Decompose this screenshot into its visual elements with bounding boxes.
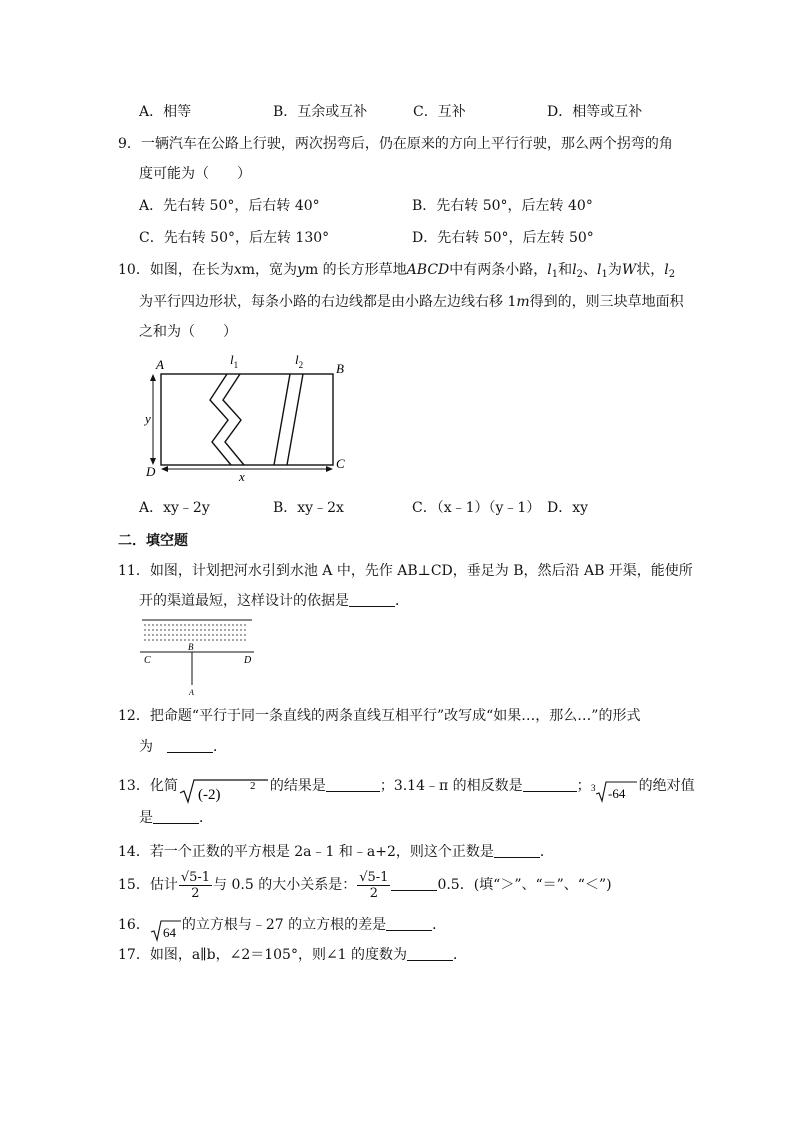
q11-label-c: C bbox=[144, 655, 151, 666]
q17-text: 17．如图，a∥b，∠2＝105°，则∠1 的度数为 bbox=[118, 947, 408, 963]
q15-text-3: 0.5．(填“＞”、“＝”、“＜”) bbox=[437, 877, 612, 893]
q10-l2-b-sub: 2 bbox=[668, 269, 676, 280]
q10-w: W bbox=[621, 262, 637, 278]
q8-option-a: A．相等 bbox=[139, 104, 192, 120]
q16-rad: 64 bbox=[162, 925, 176, 940]
q9-stem-line2: 度可能为（ ） bbox=[139, 166, 251, 182]
q13-stem-line1 bbox=[118, 773, 695, 806]
q15-fraction-2 bbox=[357, 870, 390, 901]
q11-label-d: D bbox=[244, 655, 252, 666]
q9-option-c: C．先右转 50°，后左转 130° bbox=[139, 230, 330, 246]
q10-rectangle bbox=[161, 374, 333, 465]
q10-text-4: 中有两条小路， bbox=[449, 262, 548, 278]
q13-text-5: 的绝对值 bbox=[638, 778, 695, 794]
q10-text-3: m 的长方形草地 bbox=[304, 262, 407, 278]
q14-text: 14．若一个正数的平方根是 2a﹣1 和﹣a+2，则这个正数是 bbox=[118, 844, 494, 860]
q10-var-x: x bbox=[233, 262, 242, 278]
q11-answer-blank bbox=[349, 592, 395, 607]
q10-l2-b: l bbox=[664, 262, 669, 278]
q13-blank-3 bbox=[153, 809, 199, 824]
q13-text-1: 13．化简 bbox=[118, 778, 178, 794]
q13-rad2: -64 bbox=[607, 786, 625, 801]
q10-l2-a: l bbox=[572, 262, 577, 278]
q16-number: 16． bbox=[118, 917, 150, 933]
q13-stem-line2 bbox=[139, 808, 213, 828]
q10-label-l2 bbox=[295, 352, 303, 370]
q10-text-1: 10．如图，在长为 bbox=[118, 262, 234, 278]
q10-figure bbox=[140, 350, 360, 488]
q13-sqrt-expression bbox=[178, 778, 270, 806]
q13-text-2: 的结果是 bbox=[269, 778, 326, 794]
q10-y-arrow-top-head bbox=[150, 374, 156, 381]
q16-text: 的立方根与﹣27 的立方根的差是 bbox=[181, 917, 387, 933]
q13-blank-1 bbox=[326, 777, 380, 792]
q10-x-arrow-right-head bbox=[326, 466, 333, 472]
q17-stem bbox=[118, 945, 467, 965]
q15-text-2: 与 0.5 的大小关系是： bbox=[213, 877, 357, 893]
q10-path-l2-right bbox=[287, 374, 303, 465]
q10-line2b-text: 得到的，则三块草地面积 bbox=[529, 294, 684, 310]
q10-label-y: y bbox=[145, 411, 151, 426]
q10-label-c: C bbox=[336, 456, 345, 471]
q11-label-b: B bbox=[188, 642, 194, 652]
q12-answer-blank bbox=[167, 738, 213, 753]
q12-line2-text: 为 bbox=[139, 739, 153, 755]
q10-label-l1-letter: l bbox=[230, 352, 234, 367]
q15-frac2-num: √5-1 bbox=[359, 869, 389, 885]
q11-stem-line2 bbox=[139, 591, 409, 611]
q9-stem-line1: 9．一辆汽车在公路上行驶，两次拐弯后，仍在原来的方向上平行行驶，那么两个拐弯的角 bbox=[118, 136, 673, 152]
q10-stem-line1 bbox=[118, 260, 675, 285]
q9-option-a: A．先右转 50°，后右转 40° bbox=[139, 198, 320, 214]
section-heading-fill-blank: 二．填空题 bbox=[118, 533, 188, 549]
q10-l1-b: l bbox=[597, 262, 602, 278]
q13-text-4: ； bbox=[576, 778, 591, 794]
q15-answer-blank bbox=[391, 876, 437, 891]
q10-abcd: ABCD bbox=[406, 262, 450, 278]
q10-label-l2-sub: 2 bbox=[298, 360, 304, 370]
q10-unit-m: m bbox=[516, 294, 530, 310]
q16-answer-blank bbox=[386, 916, 432, 931]
q10-option-a: A．xy﹣2y bbox=[139, 500, 210, 516]
q10-text-6: 、 bbox=[583, 262, 597, 278]
q10-x-arrow-left-head bbox=[161, 466, 168, 472]
q13-exp: 2 bbox=[249, 780, 256, 792]
q15-frac2-den: 2 bbox=[369, 885, 378, 901]
q10-var-y: y bbox=[297, 262, 305, 278]
q10-stem-line3: 之和为（ ） bbox=[139, 324, 237, 340]
q15-frac1-den: 2 bbox=[191, 885, 200, 901]
q10-label-l1 bbox=[230, 352, 238, 370]
q8-option-d: D．相等或互补 bbox=[547, 104, 643, 120]
q10-l1-a-sub: 1 bbox=[551, 269, 559, 280]
q13-cube-root-expression bbox=[591, 779, 639, 805]
q10-text-7: 为 bbox=[607, 262, 622, 278]
q13-text-3: ；3.14﹣π 的相反数是 bbox=[379, 778, 523, 794]
q10-option-d: D．xy bbox=[547, 500, 589, 516]
q14-end: ． bbox=[539, 844, 554, 860]
q17-answer-blank bbox=[407, 946, 453, 961]
q10-stem-line2 bbox=[139, 292, 684, 312]
q14-stem bbox=[118, 842, 554, 862]
q13-root-index: 3 bbox=[590, 783, 596, 793]
q17-end: ． bbox=[453, 947, 468, 963]
q14-answer-blank bbox=[494, 843, 540, 858]
q16-sqrt-expression bbox=[150, 919, 182, 943]
q16-end: ． bbox=[432, 917, 447, 933]
q10-option-c: C．（x﹣1）（y﹣1） bbox=[412, 500, 541, 516]
q11-end: ． bbox=[395, 593, 409, 609]
q10-text-8: 状， bbox=[636, 262, 665, 278]
q11-line2-text: 开的渠道最短，这样设计的依据是 bbox=[139, 593, 349, 609]
q10-l1-a: l bbox=[547, 262, 552, 278]
q10-label-x: x bbox=[239, 469, 245, 484]
q13-end: ． bbox=[199, 810, 213, 826]
q13-rad1: (-2) bbox=[197, 787, 221, 803]
q12-end: ． bbox=[213, 739, 227, 755]
q10-path-l1-right bbox=[223, 374, 244, 465]
q10-line2-text: 为平行四边形状，每条小路的右边线都是由小路左边线右移 1 bbox=[139, 294, 517, 310]
q10-path-l2-left bbox=[274, 374, 290, 465]
q12-stem-line1: 12．把命题“平行于同一条直线的两条直线互相平行”改写成“如果…，那么…”的形式 bbox=[118, 708, 641, 724]
q12-stem-line2 bbox=[139, 737, 227, 757]
q10-label-l1-sub: 1 bbox=[233, 360, 239, 370]
q10-l2-a-sub: 2 bbox=[576, 269, 583, 280]
q10-option-b: B．xy﹣2x bbox=[273, 500, 344, 516]
q11-stem-line1: 11．如图，计划把河水引到水池 A 中，先作 AB⊥CD，垂足为 B，然后沿 AB 开渠，能使所 bbox=[118, 563, 693, 579]
q10-label-d: D bbox=[146, 464, 156, 479]
q13-blank-2 bbox=[523, 777, 577, 792]
q15-stem bbox=[118, 867, 612, 907]
q9-option-b: B．先右转 50°，后左转 40° bbox=[412, 198, 593, 214]
q8-option-c: C．互补 bbox=[413, 104, 466, 120]
q15-frac1-num: √5-1 bbox=[180, 869, 211, 885]
q10-label-b: B bbox=[336, 361, 344, 376]
q15-text-1: 15．估计 bbox=[118, 877, 178, 893]
q10-text-2: m，宽为 bbox=[241, 262, 298, 278]
q13-line2-text: 是 bbox=[139, 810, 153, 826]
q11-figure bbox=[136, 615, 260, 697]
q10-label-a: A bbox=[156, 357, 164, 372]
q9-option-d: D．先右转 50°，后左转 50° bbox=[412, 230, 594, 246]
q16-stem bbox=[118, 913, 446, 943]
q11-label-a: A bbox=[189, 688, 194, 697]
q8-option-b: B．互余或互补 bbox=[273, 104, 368, 120]
q10-path-l1-left bbox=[210, 374, 231, 465]
q10-text-5: 和 bbox=[558, 262, 573, 278]
q10-l1-b-sub: 1 bbox=[601, 269, 608, 280]
q15-fraction-1 bbox=[179, 870, 212, 901]
q10-label-l2-letter: l bbox=[295, 352, 299, 367]
